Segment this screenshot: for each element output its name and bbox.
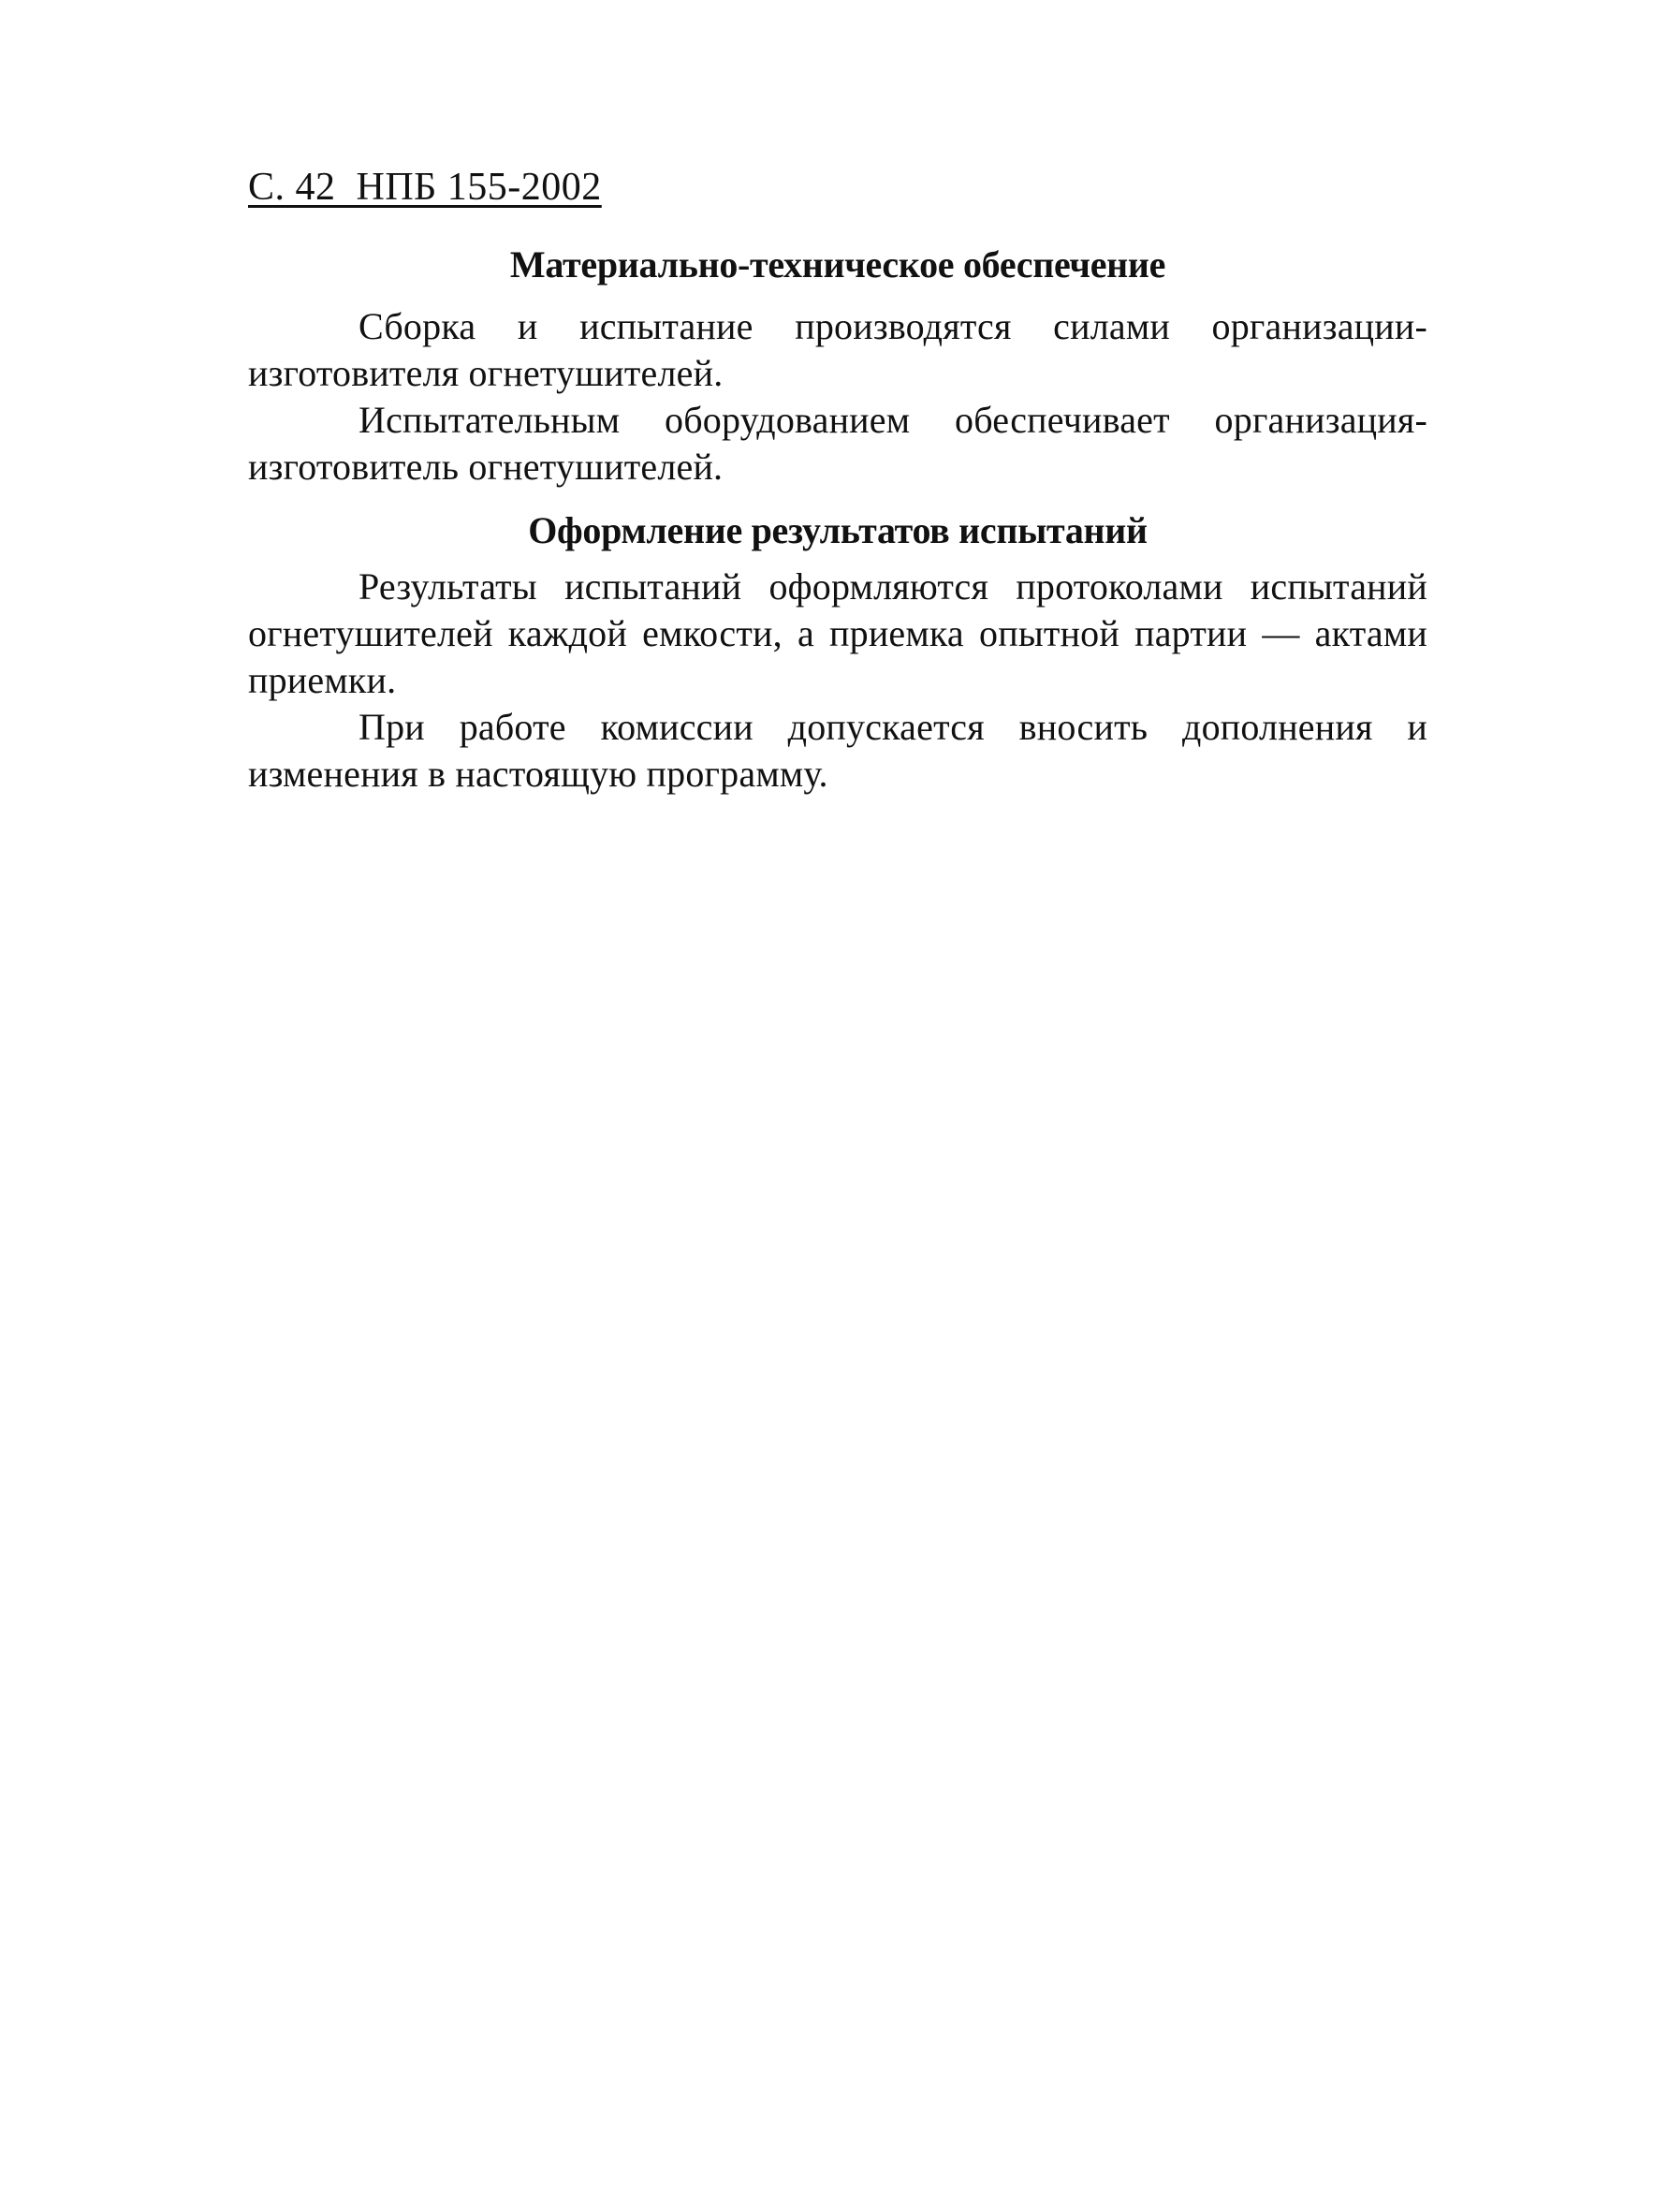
running-head: С. 42 НПБ 155-2002 — [248, 166, 602, 209]
paragraph: Испытательным оборудованием обеспечивает организация-изготовитель огнетушителей. — [248, 399, 1427, 488]
paragraph: Результаты испытаний оформляются протоколами испытаний огнетушителей каждой емкости, а приемка опытной партии — актами приемки. — [248, 565, 1427, 701]
paragraph: Сборка и испытание производятся силами организации-изготовителя огнетушителей. — [248, 305, 1427, 394]
paragraph: При работе комиссии допускается вносить дополнения и изменения в настоящую программу. — [248, 706, 1427, 795]
section-title-results: Оформление результатов испытаний — [528, 509, 1148, 551]
section-title-logistics: Материально-техническое обеспечение — [509, 243, 1166, 286]
page-body — [248, 242, 1427, 798]
